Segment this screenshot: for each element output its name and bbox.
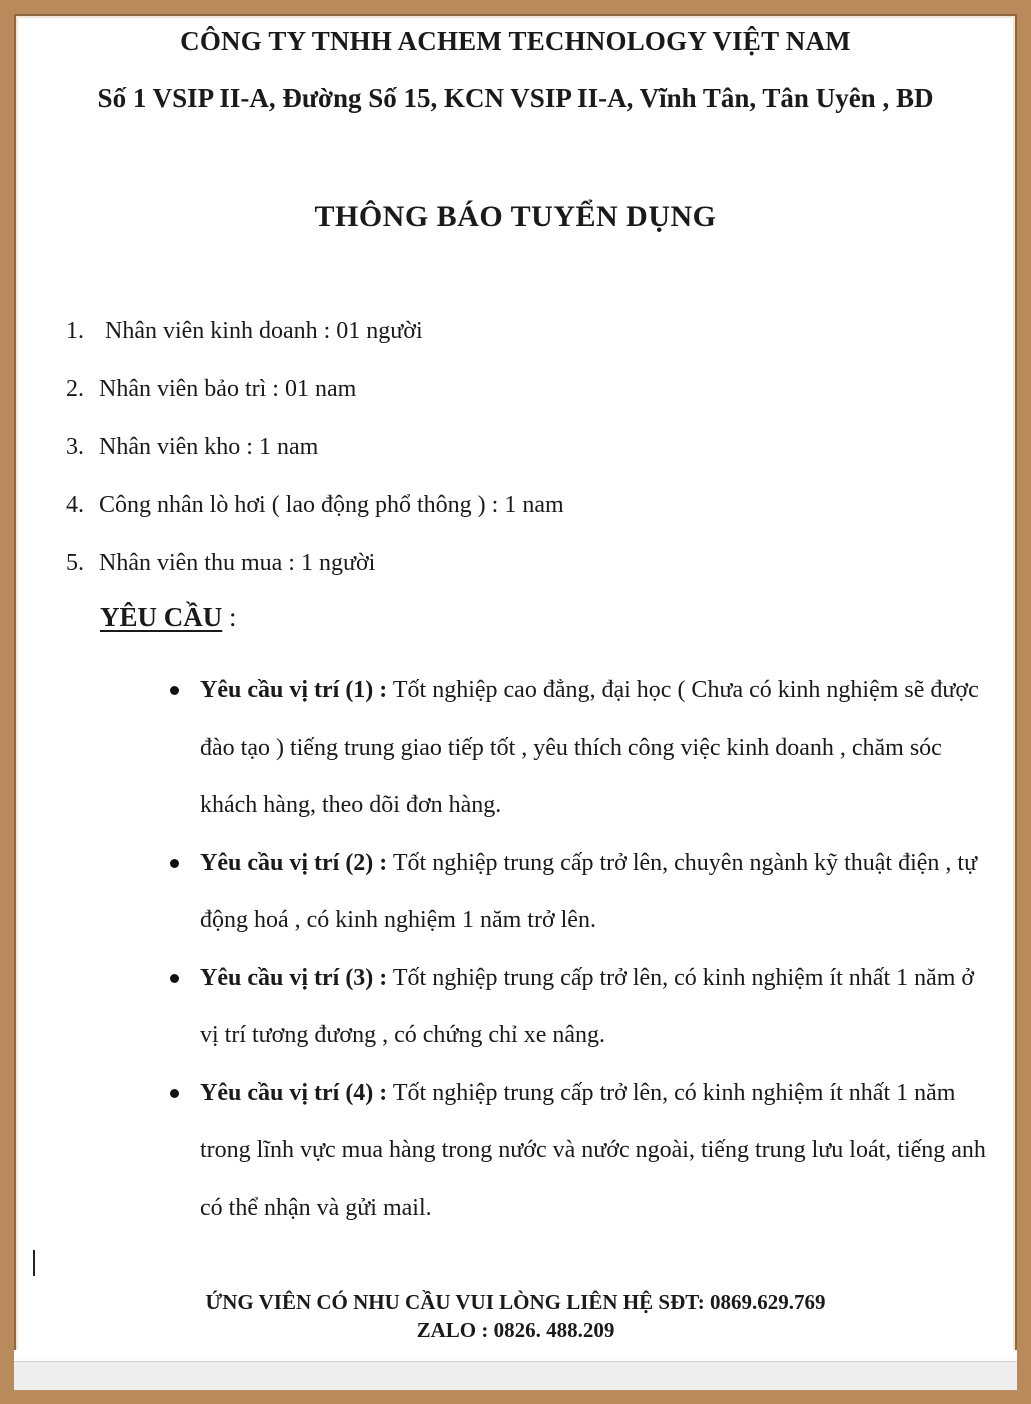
bullet-icon — [170, 974, 179, 983]
position-text: Công nhân lò hơi ( lao động phổ thông ) : 1 nam — [99, 492, 564, 518]
requirements-heading-suffix: : — [222, 602, 237, 632]
position-text: Nhân viên bảo trì : 01 nam — [99, 376, 357, 402]
requirement-text: Tốt nghiệp trung cấp trở lên, chuyên ngành kỹ thuật điện , tự động hoá , có kinh nghiệm 1 năm trở lên. — [200, 849, 978, 933]
position-text: Nhân viên kho : 1 nam — [99, 434, 319, 460]
requirement-item — [164, 950, 994, 1065]
bullet-icon — [170, 686, 179, 695]
contact-phone: ỨNG VIÊN CÓ NHU CẦU VUI LÒNG LIÊN HỆ SĐT: 0869.629.769 — [205, 1290, 826, 1314]
contact-block — [14, 1288, 1017, 1344]
requirement-item — [164, 662, 994, 835]
requirement-text: Tốt nghiệp trung cấp trở lên, có kinh nghiệm ít nhất 1 năm trong lĩnh vực mua hàng trong nước và nước ngoài, tiếng trung lưu loát, tiếng anh có thể nhận và gửi mail. — [200, 1079, 986, 1221]
position-number: 3. — [66, 434, 84, 460]
contact-zalo: ZALO : 0826. 488.209 — [416, 1318, 615, 1342]
requirement-text: Tốt nghiệp trung cấp trở lên, có kinh nghiệm ít nhất 1 năm ở vị trí tương đương , có chứng chỉ xe nâng. — [200, 964, 975, 1048]
company-address: Số 1 VSIP II-A, Đường Số 15, KCN VSIP II-A, Vĩnh Tân, Tân Uyên , BD — [97, 83, 934, 113]
requirement-label: Yêu cầu vị trí (3) : — [200, 964, 388, 991]
position-number: 2. — [66, 376, 84, 402]
position-item — [66, 488, 564, 546]
requirement-label: Yêu cầu vị trí (2) : — [200, 849, 388, 876]
page-title: THÔNG BÁO TUYỂN DỤNG — [314, 200, 717, 233]
position-item — [66, 430, 564, 488]
position-text: Nhân viên thu mua : 1 người — [99, 550, 376, 576]
position-number: 5. — [66, 550, 84, 576]
text-cursor — [33, 1250, 35, 1276]
position-number: 4. — [66, 492, 84, 518]
company-name: CÔNG TY TNHH ACHEM TECHNOLOGY VIỆT NAM — [180, 26, 851, 56]
bottom-band — [14, 1361, 1017, 1390]
requirement-item — [164, 1065, 994, 1238]
position-item — [66, 314, 564, 372]
position-number: 1. — [66, 318, 84, 344]
bullet-icon — [170, 1089, 179, 1098]
bullet-icon — [170, 859, 179, 868]
requirements-heading-label: YÊU CẦU — [100, 602, 223, 632]
position-item — [66, 372, 564, 430]
requirement-text: Tốt nghiệp cao đẳng, đại học ( Chưa có kinh nghiệm sẽ được đào tạo ) tiếng trung giao tiếp tốt , yêu thích công việc kinh doanh , chăm sóc khách hàng, theo dõi đơn hàng. — [200, 677, 979, 818]
positions-list — [66, 314, 564, 604]
position-item — [66, 546, 564, 604]
document-page — [14, 14, 1017, 1350]
requirements-heading — [100, 602, 237, 633]
requirements-list — [164, 662, 994, 1237]
requirement-label: Yêu cầu vị trí (4) : — [200, 1079, 388, 1106]
requirement-label: Yêu cầu vị trí (1) : — [200, 677, 388, 703]
position-text: Nhân viên kinh doanh : 01 người — [99, 318, 423, 344]
requirement-item — [164, 835, 994, 950]
